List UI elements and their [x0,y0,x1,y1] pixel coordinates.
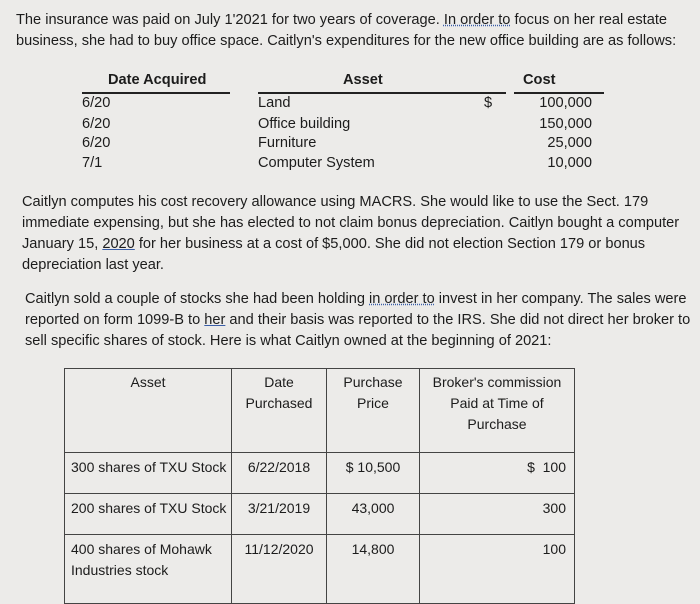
paragraph-line: sell specific shares of stock. Here is what Caitlyn owned at the beginning of 2021: [25,333,552,349]
table-row [65,453,575,494]
header-underline [514,92,604,94]
header-underline [82,92,230,94]
column-header-purchase-price [327,369,420,453]
cell-commission: 100 [420,535,575,604]
header-text: Purchase [467,416,527,432]
cell-date: 6/20 [82,95,111,111]
column-header-cost: Cost [523,72,556,88]
cell-asset: Furniture [258,135,317,151]
cell-date: 3/21/2019 [232,494,327,535]
text-span: focus on her real estate [510,12,667,28]
cell-asset: 200 shares of TXU Stock [65,494,232,535]
cell-cost: 10,000 [547,155,592,171]
cell-date: 7/1 [82,155,103,171]
text-span: Caitlyn sold a couple of stocks she had been holding [25,291,369,307]
header-underline [258,92,506,94]
column-header-asset: Asset [343,72,383,88]
paragraph-insurance [16,10,691,52]
cell-date: 6/20 [82,116,111,132]
paragraph-line: business, she had to buy office space. Caitlyn's expenditures for the new office building are as follows: [16,33,677,49]
text-span: ' [232,12,236,28]
cell-date: 11/12/2020 [232,535,327,604]
text-span: invest in her company. The sales were [434,291,687,307]
table-row [65,494,575,535]
grammar-flagged-text: 2020 [102,236,135,252]
header-text: Paid at Time of [450,395,544,411]
cell-commission: 300 [420,494,575,535]
paragraph-line [25,310,691,331]
text-span: January 15, [22,236,103,252]
expenditures-table [82,72,612,177]
cell-price: $ 10,500 [327,453,420,494]
cell-cost: 100,000 [539,95,592,111]
paragraph-line: depreciation last year. [22,257,164,273]
table-row [65,535,575,604]
table-header-row [65,369,575,453]
cell-asset: 300 shares of TXU Stock [65,453,232,494]
grammar-flagged-text: in order to [369,291,435,307]
cell-text: Industries stock [71,562,169,578]
text-span: reported on form 1099-B to [25,312,205,328]
cell-asset [65,535,232,604]
paragraph-line: immediate expensing, but she has elected to not claim bonus depreciation. Caitlyn bought a computer [22,215,680,231]
paragraph-stocks [25,289,691,352]
cell-cost: 150,000 [539,116,592,132]
cell-date: 6/22/2018 [232,453,327,494]
cell-price: 14,800 [327,535,420,604]
text-span: and their basis was reported to the IRS. She did not direct her broker to [225,312,691,328]
header-text: Broker's commission [432,374,562,390]
cell-date: 6/20 [82,135,111,151]
cell-price: 43,000 [327,494,420,535]
text-span: The insurance was paid on July 1 [16,12,233,28]
paragraph-line [16,10,691,31]
grammar-flagged-text: In order to [443,12,511,28]
header-text: Purchase [343,374,403,390]
cell-asset: Office building [258,116,351,132]
column-header-date: Date Acquired [108,72,207,88]
text-span: 2021 for two years of coverage. [235,12,444,28]
header-text: Asset [130,374,166,390]
header-text: Price [357,395,389,411]
paragraph-line: Caitlyn computes his cost recovery allowance using MACRS. She would like to use the Sect. 179 [22,194,649,210]
text-span: for her business at a cost of $5,000. She did not election Section 179 or bonus [134,236,646,252]
paragraph-macrs [22,192,682,276]
grammar-flagged-text: her [204,312,226,328]
cell-asset: Land [258,95,291,111]
cell-text: 400 shares of Mohawk [71,541,212,557]
column-header-date-purchased [232,369,327,453]
cell-cost: 25,000 [547,135,592,151]
column-header-broker-commission [420,369,575,453]
currency-symbol: $ [484,95,493,111]
header-text: Date [264,374,294,390]
paragraph-line [22,234,682,255]
cell-commission: $ 100 [420,453,575,494]
stocks-table [64,368,575,604]
column-header-asset [65,369,232,453]
cell-asset: Computer System [258,155,375,171]
header-text: Purchased [245,395,313,411]
paragraph-line [25,289,687,310]
